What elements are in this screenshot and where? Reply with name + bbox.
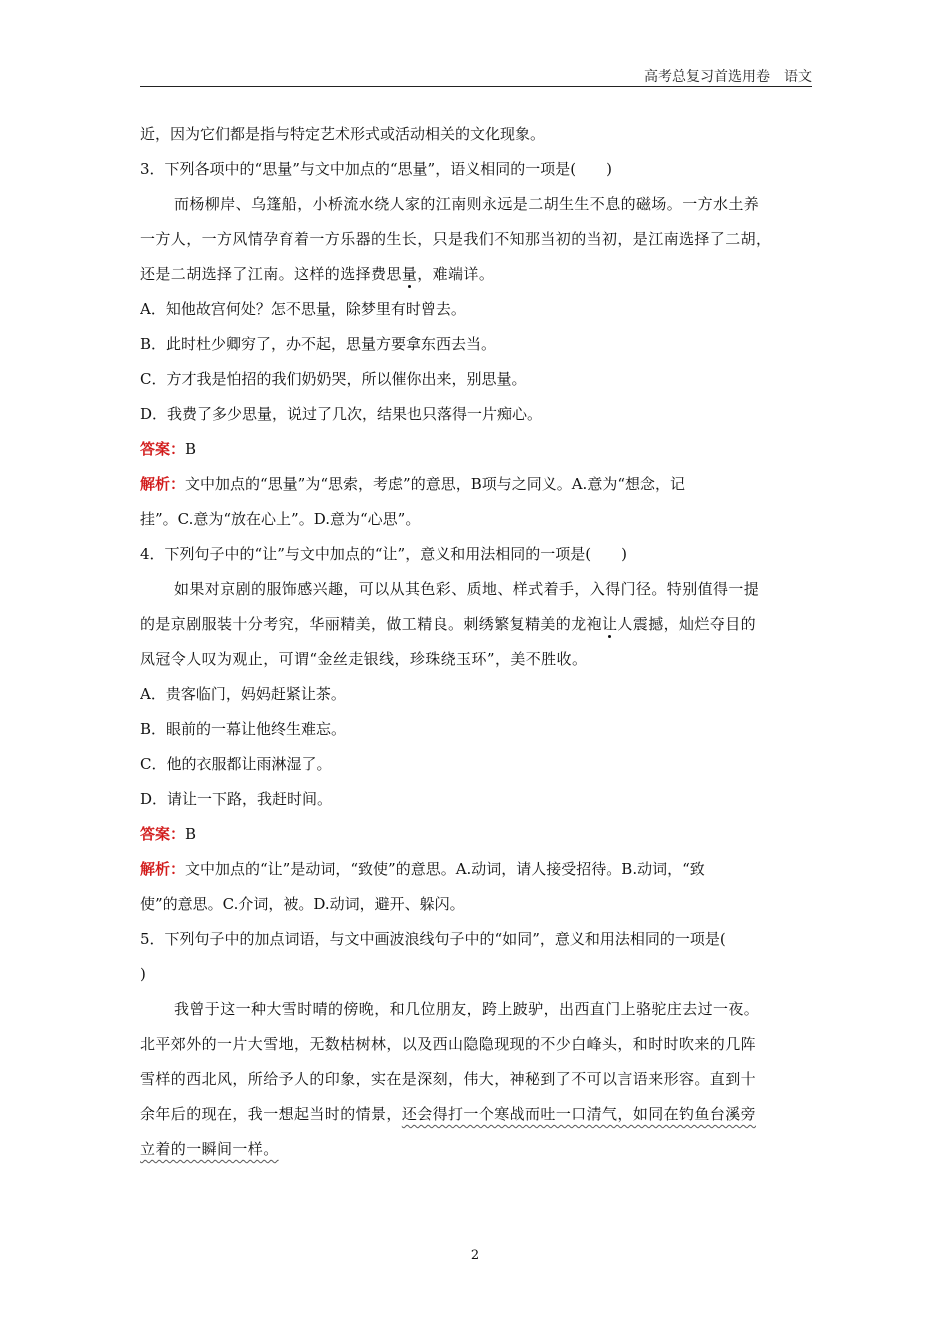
emphasis-dot-char: 让 — [602, 615, 618, 633]
answer-value: B — [185, 440, 197, 458]
passage-line — [140, 613, 812, 648]
header-divider — [140, 86, 812, 87]
wavy-underlined-text: 还会得打一个寒战而吐一口清气，如同在钓鱼台溪旁 — [401, 1105, 757, 1123]
option-b: B．眼前的一幕让他终生难忘。 — [140, 720, 347, 738]
option-b: B．此时杜少卿穷了，办不起，思量方要拿东西去当。 — [140, 335, 497, 353]
passage-line: 而杨柳岸、乌篷船，小桥流水绕人家的江南则永远是二胡生生不息的磁场。一方水土养 — [174, 195, 760, 213]
option-c: C．他的衣服都让雨淋湿了。 — [140, 755, 332, 773]
explanation-line: 挂”。C.意为“放在心上”。D.意为“心思”。 — [140, 510, 421, 528]
answer-label: 答案： — [140, 440, 186, 458]
explanation-label: 解析： — [140, 475, 186, 493]
passage-text: 的是京剧服装十分考究，华丽精美，做工精良。刺绣繁复精美的龙袍 — [140, 615, 603, 633]
explanation-line — [140, 858, 812, 893]
question-4-stem: 4．下列句子中的“让”与文中加点的“让”，意义和用法相同的一项是( ) — [140, 545, 627, 563]
passage-line: 我曾于这一种大雪时晴的傍晚，和几位朋友，跨上跛驴，出西直门上骆驼庄去过一夜。 — [174, 1000, 760, 1018]
passage-line — [140, 1138, 812, 1173]
explanation-line — [140, 473, 812, 508]
passage-line: 雪样的西北风，所给予人的印象，实在是深刻，伟大，神秘到了不可以言语来形容。直到十 — [140, 1070, 757, 1088]
answer-value: B — [185, 825, 197, 843]
option-d: D．我费了多少思量，说过了几次，结果也只落得一片痴心。 — [140, 405, 543, 423]
passage-line — [140, 263, 812, 298]
option-c: C．方才我是怕招的我们奶奶哭，所以催你出来，别思量。 — [140, 370, 527, 388]
answer-line — [140, 823, 812, 858]
question-5-stem: 5．下列句子中的加点词语，与文中画波浪线句子中的“如同”，意义和用法相同的一项是( — [140, 930, 726, 948]
passage-text: 还是二胡选择了江南。这样的选择费思 — [140, 265, 402, 283]
passage-line: 如果对京剧的服饰感兴趣，可以从其色彩、质地、样式着手，入得门径。特别值得一提 — [174, 580, 760, 598]
emphasis-dot-char: 量 — [401, 265, 418, 283]
question-3-stem: 3．下列各项中的“思量”与文中加点的“思量”，语义相同的一项是( ) — [140, 160, 612, 178]
option-a: A．知他故宫何处？怎不思量，除梦里有时曾去。 — [140, 300, 466, 318]
passage-line: 凤冠令人叹为观止，可谓“金丝走银线，珍珠绕玉环”，美不胜收。 — [140, 650, 588, 668]
option-a: A．贵客临门，妈妈赶紧让茶。 — [140, 685, 346, 703]
page-number: 2 — [470, 1248, 480, 1263]
page-header: 高考总复习首选用卷 语文 — [644, 69, 812, 85]
wavy-underlined-text: 立着的一瞬间一样。 — [140, 1140, 279, 1158]
explanation-text: 文中加点的“思量”为“思索，考虑”的意思，B项与之同义。A.意为“想念，记 — [185, 475, 685, 493]
passage-text: ，难端详。 — [417, 265, 495, 283]
answer-line — [140, 438, 812, 473]
passage-text: 人震撼，灿烂夺目的 — [617, 615, 757, 633]
explanation-text: 文中加点的“让”是动词，“致使”的意思。A.动词，请人接受招待。B.动词，“致 — [185, 860, 705, 878]
document-body — [140, 123, 812, 1173]
passage-line: 北平郊外的一片大雪地，无数枯树林，以及西山隐隐现现的不少白峰头，和时时吹来的几阵 — [140, 1035, 757, 1053]
passage-line — [140, 1103, 812, 1138]
explanation-label: 解析： — [140, 860, 186, 878]
explanation-line: 使”的意思。C.介词，被。D.动词，避开、躲闪。 — [140, 895, 465, 913]
answer-label: 答案： — [140, 825, 186, 843]
option-d: D．请让一下路，我赶时间。 — [140, 790, 333, 808]
text-line: 近，因为它们都是指与特定艺术形式或活动相关的文化现象。 — [140, 125, 546, 143]
passage-text: 余年后的现在，我一想起当时的情景， — [140, 1105, 402, 1123]
passage-line: 一方人，一方风情孕育着一方乐器的生长，只是我们不知那当初的当初，是江南选择了二胡， — [140, 230, 772, 248]
question-5-stem: ) — [140, 965, 146, 983]
